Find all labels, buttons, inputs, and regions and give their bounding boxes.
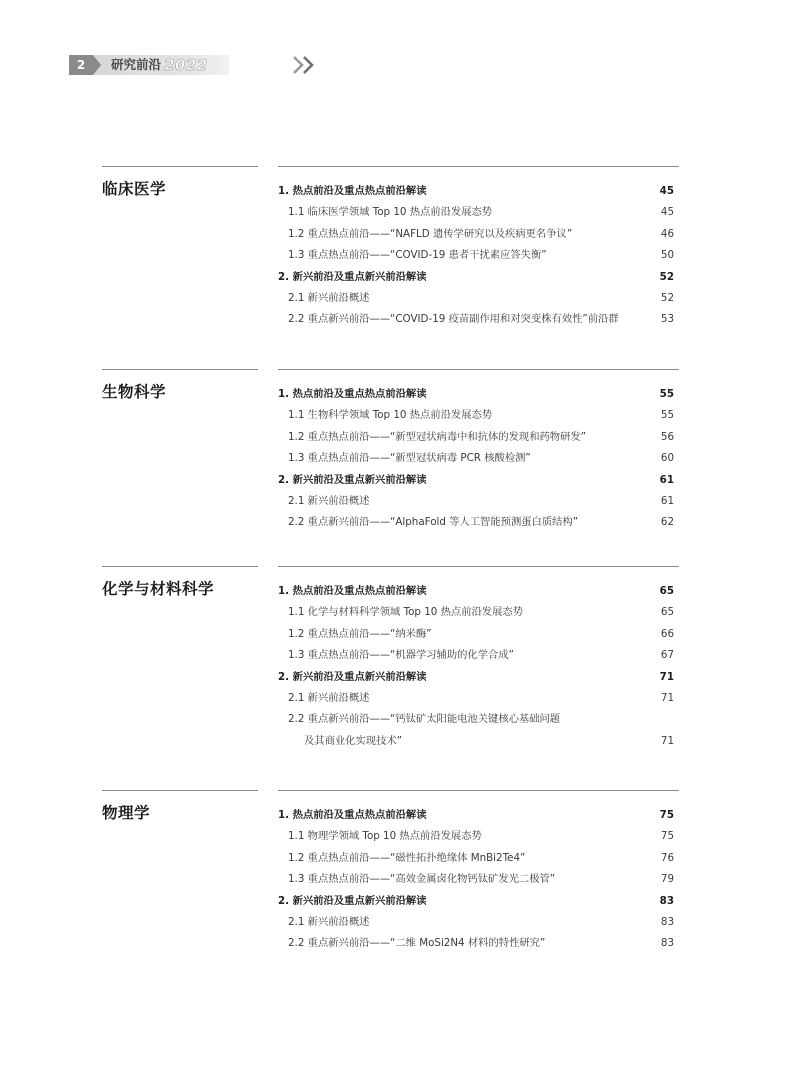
toc-entry-title: 1.2 重点热点前沿——“NAFLD 遗传学研究以及疾病更名争议” bbox=[288, 227, 573, 240]
toc-entry-title: 2. 新兴前沿及重点新兴前沿解读 bbox=[278, 670, 427, 683]
publication-title: 研究前沿 bbox=[111, 57, 162, 72]
toc-list bbox=[278, 369, 679, 534]
toc-entry-page: 66 bbox=[660, 627, 674, 640]
running-header bbox=[69, 55, 269, 75]
toc-entry-page: 52 bbox=[660, 291, 674, 304]
toc-entry-title: 1.1 物理学领域 Top 10 热点前沿发展态势 bbox=[288, 830, 482, 843]
toc-entry-title: 1.2 重点热点前沿——“纳米酶” bbox=[288, 627, 432, 640]
toc-entry[interactable] bbox=[278, 912, 679, 933]
toc-entry-page: 45 bbox=[659, 185, 674, 197]
toc-entry-page: 83 bbox=[660, 937, 674, 950]
toc-entry[interactable] bbox=[278, 645, 679, 666]
toc-entry-title: 1.3 重点热点前沿——“COVID-19 患者干扰素应答失衡” bbox=[288, 249, 547, 262]
toc-entry-page: 83 bbox=[660, 915, 674, 928]
toc-entry[interactable] bbox=[278, 224, 679, 245]
toc-entry-page: 62 bbox=[660, 516, 674, 529]
toc-list bbox=[278, 790, 679, 955]
toc-entry[interactable] bbox=[278, 384, 679, 405]
toc-entry[interactable] bbox=[278, 688, 679, 709]
toc-entry[interactable] bbox=[278, 427, 679, 448]
section-title: 物理学 bbox=[102, 790, 258, 823]
toc-entry-title: 1. 热点前沿及重点热点前沿解读 bbox=[278, 388, 427, 400]
toc-entry-page: 50 bbox=[660, 249, 674, 262]
toc-entry-title: 2.2 重点新兴前沿——“二维 MoSi2N4 材料的特性研究” bbox=[288, 937, 546, 950]
toc-entry-title: 1.1 生物科学领域 Top 10 热点前沿发展态势 bbox=[288, 409, 493, 422]
toc-list bbox=[278, 166, 679, 331]
toc-entry[interactable] bbox=[278, 491, 679, 512]
toc-entry-page: 46 bbox=[660, 227, 674, 240]
toc-entry-page: 61 bbox=[660, 494, 674, 507]
section-title: 生物科学 bbox=[102, 369, 258, 402]
toc-entry-title: 2.2 重点新兴前沿——“钙钛矿太阳能电池关键核心基础问题 bbox=[288, 713, 561, 726]
toc-entry[interactable] bbox=[278, 602, 679, 623]
toc-entry-page: 67 bbox=[660, 649, 674, 662]
toc-entry[interactable] bbox=[278, 470, 679, 491]
toc-entry[interactable] bbox=[278, 869, 679, 890]
toc-entry-page: 71 bbox=[660, 734, 674, 747]
toc-entry-title: 2.1 新兴前沿概述 bbox=[288, 494, 370, 507]
toc-entry-page: 71 bbox=[660, 691, 674, 704]
toc-entry-page: 75 bbox=[659, 809, 674, 821]
toc-entry-page: 76 bbox=[660, 851, 674, 864]
toc-entry-page: 65 bbox=[660, 606, 674, 619]
toc-entry[interactable] bbox=[278, 448, 679, 469]
toc-entry-title: 1.3 重点热点前沿——“机器学习辅助的化学合成” bbox=[288, 649, 514, 662]
toc-entry[interactable] bbox=[278, 309, 679, 330]
toc-entry-title: 1.3 重点热点前沿——“高效金属卤化物钙钛矿发光二极管” bbox=[288, 873, 556, 886]
toc-entry-page: 60 bbox=[660, 452, 674, 465]
toc-entry-page: 56 bbox=[660, 430, 674, 443]
toc-entry-continuation[interactable] bbox=[278, 731, 679, 752]
toc-entry-title: 2. 新兴前沿及重点新兴前沿解读 bbox=[278, 473, 427, 486]
toc-entry[interactable] bbox=[278, 624, 679, 645]
section-title: 化学与材料科学 bbox=[102, 566, 258, 599]
toc-entry-page: 55 bbox=[660, 409, 674, 422]
toc-entry-title: 2.1 新兴前沿概述 bbox=[288, 291, 370, 304]
toc-entry-title: 1. 热点前沿及重点热点前沿解读 bbox=[278, 585, 427, 597]
toc-entry[interactable] bbox=[278, 933, 679, 954]
toc-entry[interactable] bbox=[278, 181, 679, 202]
toc-entry[interactable] bbox=[278, 245, 679, 266]
toc-entry[interactable] bbox=[278, 288, 679, 309]
toc-entry-page: 61 bbox=[659, 473, 674, 486]
toc-entry-title: 2.1 新兴前沿概述 bbox=[288, 915, 370, 928]
toc-entry-title: 2.2 重点新兴前沿——“AlphaFold 等人工智能预测蛋白质结构” bbox=[288, 516, 579, 529]
toc-entry[interactable] bbox=[278, 805, 679, 826]
toc-entry-title: 1.1 化学与材料科学领域 Top 10 热点前沿发展态势 bbox=[288, 606, 523, 619]
publication-year: 2022 bbox=[164, 56, 208, 74]
double-chevron-icon bbox=[293, 56, 319, 74]
toc-entry[interactable] bbox=[278, 667, 679, 688]
toc-entry-page: 71 bbox=[659, 670, 674, 683]
toc-entry-title: 2. 新兴前沿及重点新兴前沿解读 bbox=[278, 270, 427, 283]
toc-entry-page: 83 bbox=[659, 894, 674, 907]
toc-entry[interactable] bbox=[278, 267, 679, 288]
toc-entry[interactable] bbox=[278, 891, 679, 912]
toc-entry-page: 55 bbox=[659, 388, 674, 400]
toc-entry-page: 65 bbox=[659, 585, 674, 597]
toc-entry-page: 52 bbox=[659, 270, 674, 283]
toc-entry-title: 2.2 重点新兴前沿——“COVID-19 疫苗副作用和对突变株有效性”前沿群 bbox=[288, 313, 619, 326]
toc-list bbox=[278, 566, 679, 752]
toc-entry[interactable] bbox=[278, 826, 679, 847]
toc-entry[interactable] bbox=[278, 512, 679, 533]
toc-entry-page: 75 bbox=[660, 830, 674, 843]
toc-entry-title: 1.3 重点热点前沿——“新型冠状病毒 PCR 核酸检测” bbox=[288, 452, 531, 465]
toc-entry-title: 2.1 新兴前沿概述 bbox=[288, 691, 370, 704]
toc-entry-title: 1.1 临床医学领域 Top 10 热点前沿发展态势 bbox=[288, 206, 493, 219]
page-number: 2 bbox=[69, 55, 93, 75]
toc-entry-title: 及其商业化实现技术” bbox=[304, 734, 403, 747]
toc-entry-title: 2. 新兴前沿及重点新兴前沿解读 bbox=[278, 894, 427, 907]
toc-entry-title: 1. 热点前沿及重点热点前沿解读 bbox=[278, 185, 427, 197]
toc-entry[interactable] bbox=[278, 202, 679, 223]
toc-entry[interactable] bbox=[278, 848, 679, 869]
toc-entry-title: 1.2 重点热点前沿——“磁性拓扑绝缘体 MnBi2Te4” bbox=[288, 851, 526, 864]
toc-entry[interactable] bbox=[278, 405, 679, 426]
toc-entry-title: 1.2 重点热点前沿——“新型冠状病毒中和抗体的发现和药物研发” bbox=[288, 430, 587, 443]
toc-entry-page: 79 bbox=[660, 873, 674, 886]
section-title: 临床医学 bbox=[102, 166, 258, 199]
toc-entry-page: 45 bbox=[660, 206, 674, 219]
toc-entry-page: 53 bbox=[660, 313, 674, 326]
toc-entry[interactable] bbox=[278, 709, 679, 730]
toc-entry-title: 1. 热点前沿及重点热点前沿解读 bbox=[278, 809, 427, 821]
toc-entry[interactable] bbox=[278, 581, 679, 602]
